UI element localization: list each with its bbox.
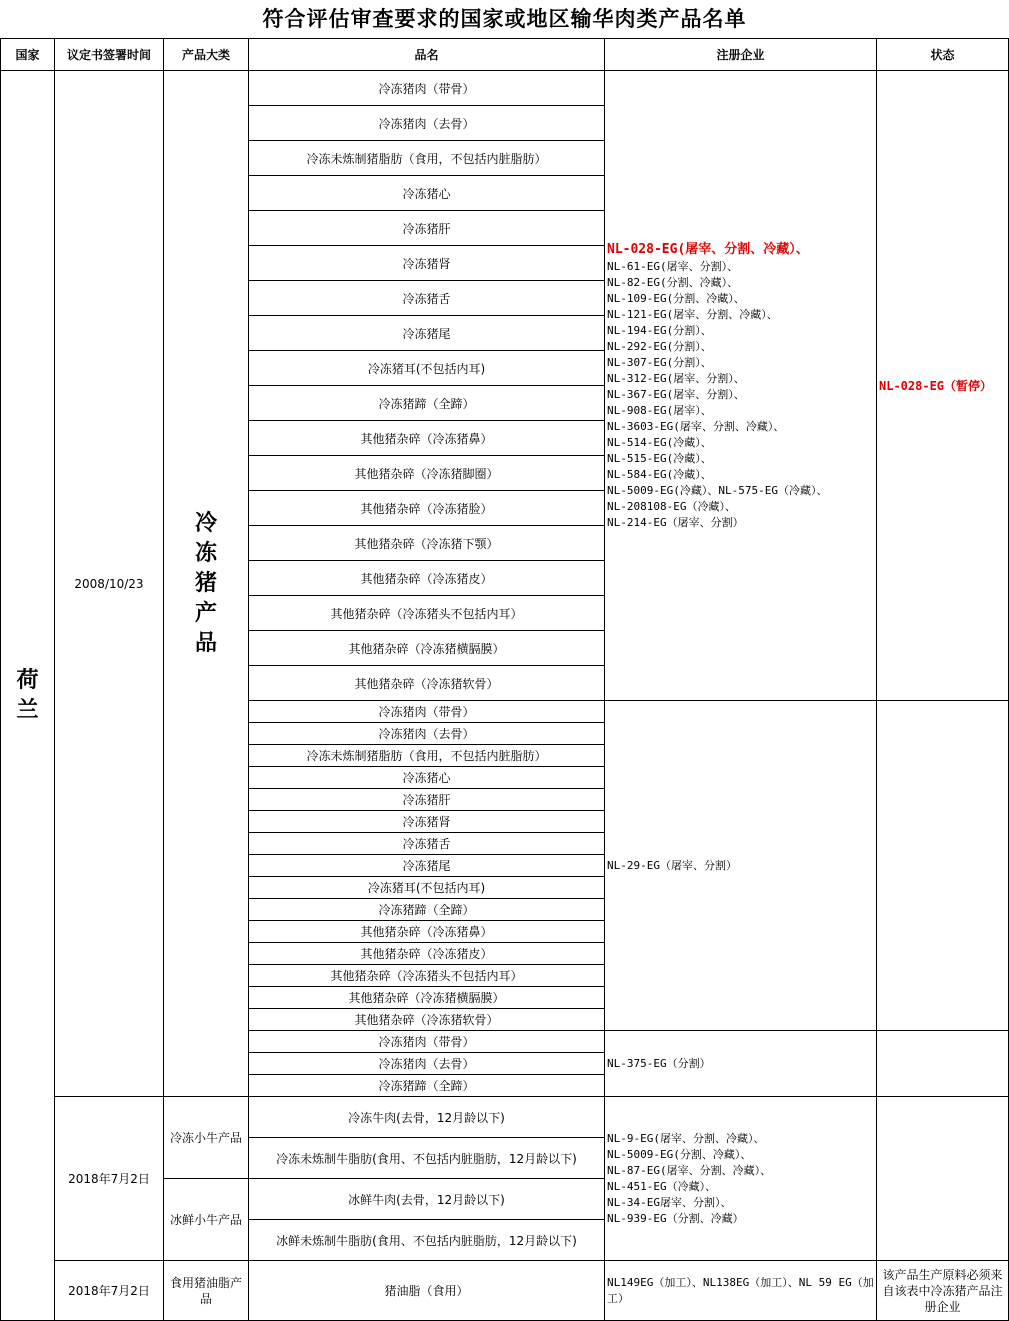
product-cell: 冷冻猪尾 (249, 316, 605, 351)
header-date: 议定书签署时间 (55, 39, 164, 71)
enterprise-line: NL-584-EG(冷藏）、 (607, 467, 712, 481)
product-cell: 其他猪杂碎（冷冻猪鼻） (249, 421, 605, 456)
product-cell: 冷冻未炼制牛脂肪(食用、不包括内脏脂肪，12月龄以下) (249, 1138, 605, 1179)
product-cell: 其他猪杂碎（冷冻猪鼻） (249, 921, 605, 943)
enterprise-line: NL-194-EG(分割）、 (607, 323, 712, 337)
product-cell: 冷冻猪肉（去骨） (249, 1053, 605, 1075)
status-cell (877, 1031, 1009, 1097)
enterprise-cell (605, 1097, 877, 1261)
category-cell: 冰鲜小牛产品 (164, 1179, 249, 1261)
product-cell: 冷冻猪肉（去骨） (249, 723, 605, 745)
product-cell: 冷冻猪耳(不包括内耳) (249, 877, 605, 899)
product-cell: 其他猪杂碎（冷冻猪脚圈） (249, 456, 605, 491)
enterprise-cell: NL149EG（加工）、NL138EG（加工）、NL 59 EG（加工） (605, 1261, 877, 1321)
sheet-title: 符合评估审查要求的国家或地区输华肉类产品名单 (262, 7, 747, 31)
table-row (1, 71, 1009, 106)
product-cell: 冷冻猪舌 (249, 833, 605, 855)
product-cell: 冷冻猪肉（带骨） (249, 701, 605, 723)
product-list-table (0, 38, 1009, 1321)
enterprise-line: NL-208108-EG（冷藏）、 (607, 499, 736, 513)
enterprise-line: NL-61-EG(屠宰、分割）、 (607, 259, 739, 273)
enterprise-line: NL-515-EG(冷藏）、 (607, 451, 712, 465)
enterprise-line: NL-5009-EG(分割、冷藏）、 (607, 1147, 752, 1161)
enterprise-cell: NL-375-EG（分割） (605, 1031, 877, 1097)
product-cell: 冷冻猪心 (249, 176, 605, 211)
enterprise-line: NL-9-EG(屠宰、分割、冷藏）、 (607, 1131, 765, 1145)
status-cell (877, 701, 1009, 1031)
product-cell: 冷冻猪舌 (249, 281, 605, 316)
product-cell: 冷冻猪肾 (249, 246, 605, 281)
enterprise-line: NL-307-EG(分割）、 (607, 355, 712, 369)
product-cell: 冷冻猪肝 (249, 211, 605, 246)
date-cell: 2018年7月2日 (55, 1097, 164, 1261)
product-cell: 冷冻猪尾 (249, 855, 605, 877)
product-cell: 冰鲜牛肉(去骨，12月龄以下) (249, 1179, 605, 1220)
product-cell: 冷冻牛肉(去骨，12月龄以下) (249, 1097, 605, 1138)
product-cell: 其他猪杂碎（冷冻猪头不包括内耳） (249, 965, 605, 987)
enterprise-line: NL-214-EG（屠宰、分割） (607, 515, 744, 529)
table-row (1, 1261, 1009, 1321)
product-cell: 冷冻猪蹄（全蹄） (249, 1075, 605, 1097)
enterprise-line: NL-5009-EG(冷藏）、NL-575-EG（冷藏）、 (607, 483, 828, 497)
product-cell: 其他猪杂碎（冷冻猪软骨） (249, 1009, 605, 1031)
product-cell: 冷冻猪肉（去骨） (249, 106, 605, 141)
header-category: 产品大类 (164, 39, 249, 71)
product-cell: 其他猪杂碎（冷冻猪横膈膜） (249, 631, 605, 666)
product-cell: 其他猪杂碎（冷冻猪头不包括内耳） (249, 596, 605, 631)
category-cell: 冷冻猪产品 (164, 71, 249, 1097)
header-status: 状态 (877, 39, 1009, 71)
product-cell: 冷冻猪肝 (249, 789, 605, 811)
header-enterprise: 注册企业 (605, 39, 877, 71)
product-cell: 冷冻猪耳(不包括内耳) (249, 351, 605, 386)
product-cell: 其他猪杂碎（冷冻猪脸） (249, 491, 605, 526)
product-cell: 冷冻猪蹄（全蹄） (249, 386, 605, 421)
enterprise-line: NL-939-EG（分割、冷藏） (607, 1211, 744, 1225)
category-cell: 冷冻小牛产品 (164, 1097, 249, 1179)
enterprise-line: NL-451-EG（冷藏）、 (607, 1179, 717, 1193)
product-cell: 冷冻猪心 (249, 767, 605, 789)
product-cell: 冷冻未炼制猪脂肪（食用，不包括内脏脂肪） (249, 141, 605, 176)
date-cell: 2018年7月2日 (55, 1261, 164, 1321)
enterprise-cell: NL-29-EG（屠宰、分割） (605, 701, 877, 1031)
enterprise-line: NL-82-EG(分割、冷藏）、 (607, 275, 739, 289)
product-cell: 其他猪杂碎（冷冻猪横膈膜） (249, 987, 605, 1009)
enterprise-cell (605, 71, 877, 701)
status-cell (877, 1097, 1009, 1261)
enterprise-line: NL-292-EG(分割）、 (607, 339, 712, 353)
enterprise-line: NL-34-EG屠宰、分割）、 (607, 1195, 732, 1209)
enterprise-highlight: NL-028-EG(屠宰、分割、冷藏）、 (607, 241, 809, 257)
enterprise-line: NL-109-EG(分割、冷藏）、 (607, 291, 745, 305)
product-cell: 其他猪杂碎（冷冻猪软骨） (249, 666, 605, 701)
product-cell: 冷冻猪肾 (249, 811, 605, 833)
product-cell: 冷冻猪肉（带骨） (249, 71, 605, 106)
product-cell: 其他猪杂碎（冷冻猪下颚） (249, 526, 605, 561)
enterprise-line: NL-87-EG(屠宰、分割、冷藏）、 (607, 1163, 772, 1177)
product-cell: 冷冻未炼制猪脂肪（食用，不包括内脏脂肪） (249, 745, 605, 767)
header-country: 国家 (1, 39, 55, 71)
table-row (1, 1097, 1009, 1138)
product-cell: 猪油脂（食用） (249, 1261, 605, 1321)
product-cell: 冰鲜未炼制牛脂肪(食用、不包括内脏脂肪，12月龄以下) (249, 1220, 605, 1261)
enterprise-line: NL-367-EG(屠宰、分割）、 (607, 387, 745, 401)
date-cell: 2008/10/23 (55, 71, 164, 1097)
status-cell: 该产品生产原料必须来自该表中冷冻猪产品注册企业 (877, 1261, 1009, 1321)
enterprise-line: NL-514-EG(冷藏）、 (607, 435, 712, 449)
enterprise-line: NL-3603-EG(屠宰、分割、冷藏）、 (607, 419, 785, 433)
enterprise-line: NL-312-EG(屠宰、分割）、 (607, 371, 745, 385)
enterprise-line: NL-908-EG(屠宰）、 (607, 403, 712, 417)
category-cell: 食用猪油脂产品 (164, 1261, 249, 1321)
enterprise-line: NL-121-EG(屠宰、分割、冷藏）、 (607, 307, 778, 321)
product-cell: 冷冻猪蹄（全蹄） (249, 899, 605, 921)
country-cell: 荷兰 (1, 71, 55, 1321)
product-cell: 其他猪杂碎（冷冻猪皮） (249, 943, 605, 965)
product-cell: 其他猪杂碎（冷冻猪皮） (249, 561, 605, 596)
product-cell: 冷冻猪肉（带骨） (249, 1031, 605, 1053)
header-product: 品名 (249, 39, 605, 71)
status-cell: NL-028-EG（暂停） (877, 71, 1009, 701)
